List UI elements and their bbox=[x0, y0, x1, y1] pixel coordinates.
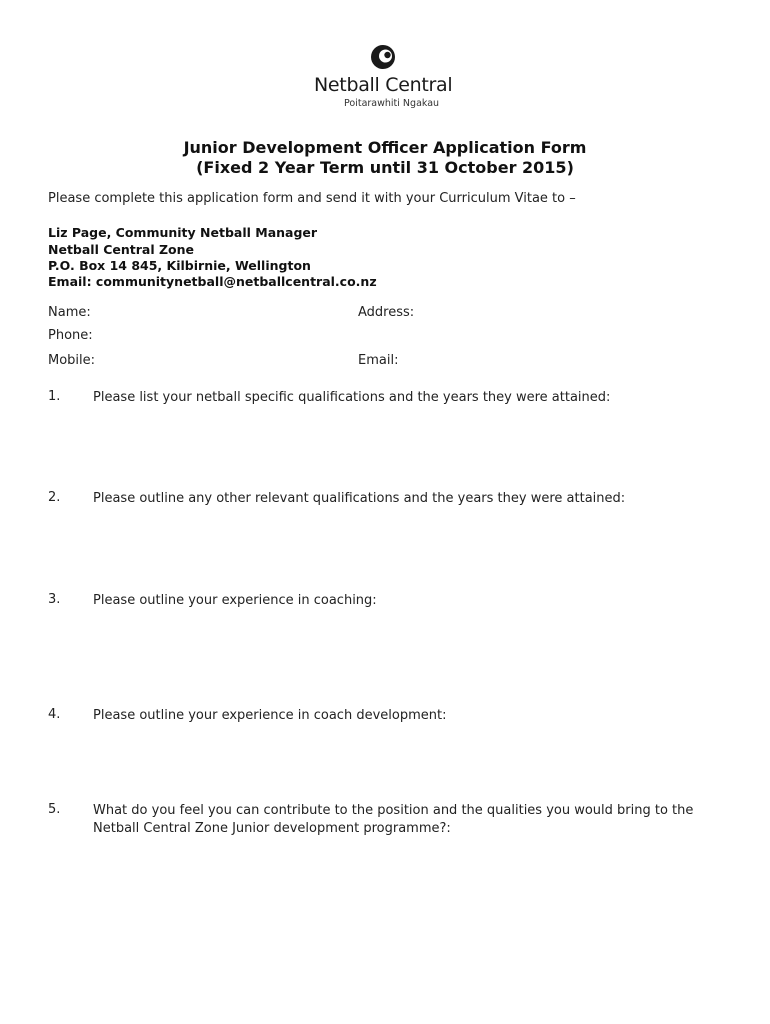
contact-organisation: Netball Central Zone bbox=[48, 242, 195, 257]
address-label: Address: bbox=[358, 305, 415, 320]
logo bbox=[300, 40, 470, 110]
logo-tagline: Poitarawhiti Ngakau bbox=[344, 98, 440, 109]
logo-name: Netball Central bbox=[314, 74, 453, 96]
netball-logo-icon bbox=[370, 44, 396, 70]
contact-email: Email: communitynetball@netballcentral.co.nz bbox=[48, 274, 377, 289]
question-text: What do you feel you can contribute to the position and the qualities you would bring to the Netball Central Zone Junior development programme?: bbox=[93, 803, 694, 836]
contact-name: Liz Page, Community Netball Manager bbox=[48, 225, 318, 240]
question-number: 1. bbox=[48, 389, 61, 404]
phone-label: Phone: bbox=[48, 328, 93, 343]
question-number: 3. bbox=[48, 592, 61, 607]
question-text: Please outline your experience in coaching: bbox=[93, 593, 377, 608]
form-subtitle: (Fixed 2 Year Term until 31 October 2015) bbox=[196, 158, 574, 177]
form-title: Junior Development Officer Application Form bbox=[183, 138, 587, 157]
intro-text: Please complete this application form and send it with your Curriculum Vitae to – bbox=[48, 191, 576, 206]
question-text: Please outline your experience in coach development: bbox=[93, 708, 447, 723]
question-text: Please list your netball specific qualifications and the years they were attained: bbox=[93, 390, 611, 405]
question-number: 4. bbox=[48, 707, 61, 722]
name-label: Name: bbox=[48, 305, 91, 320]
question-text: Please outline any other relevant qualifications and the years they were attained: bbox=[93, 491, 626, 506]
question-number: 5. bbox=[48, 802, 61, 817]
mobile-label: Mobile: bbox=[48, 353, 96, 368]
contact-postal-address: P.O. Box 14 845, Kilbirnie, Wellington bbox=[48, 258, 311, 273]
email-label: Email: bbox=[358, 353, 399, 368]
question-number: 2. bbox=[48, 490, 61, 505]
